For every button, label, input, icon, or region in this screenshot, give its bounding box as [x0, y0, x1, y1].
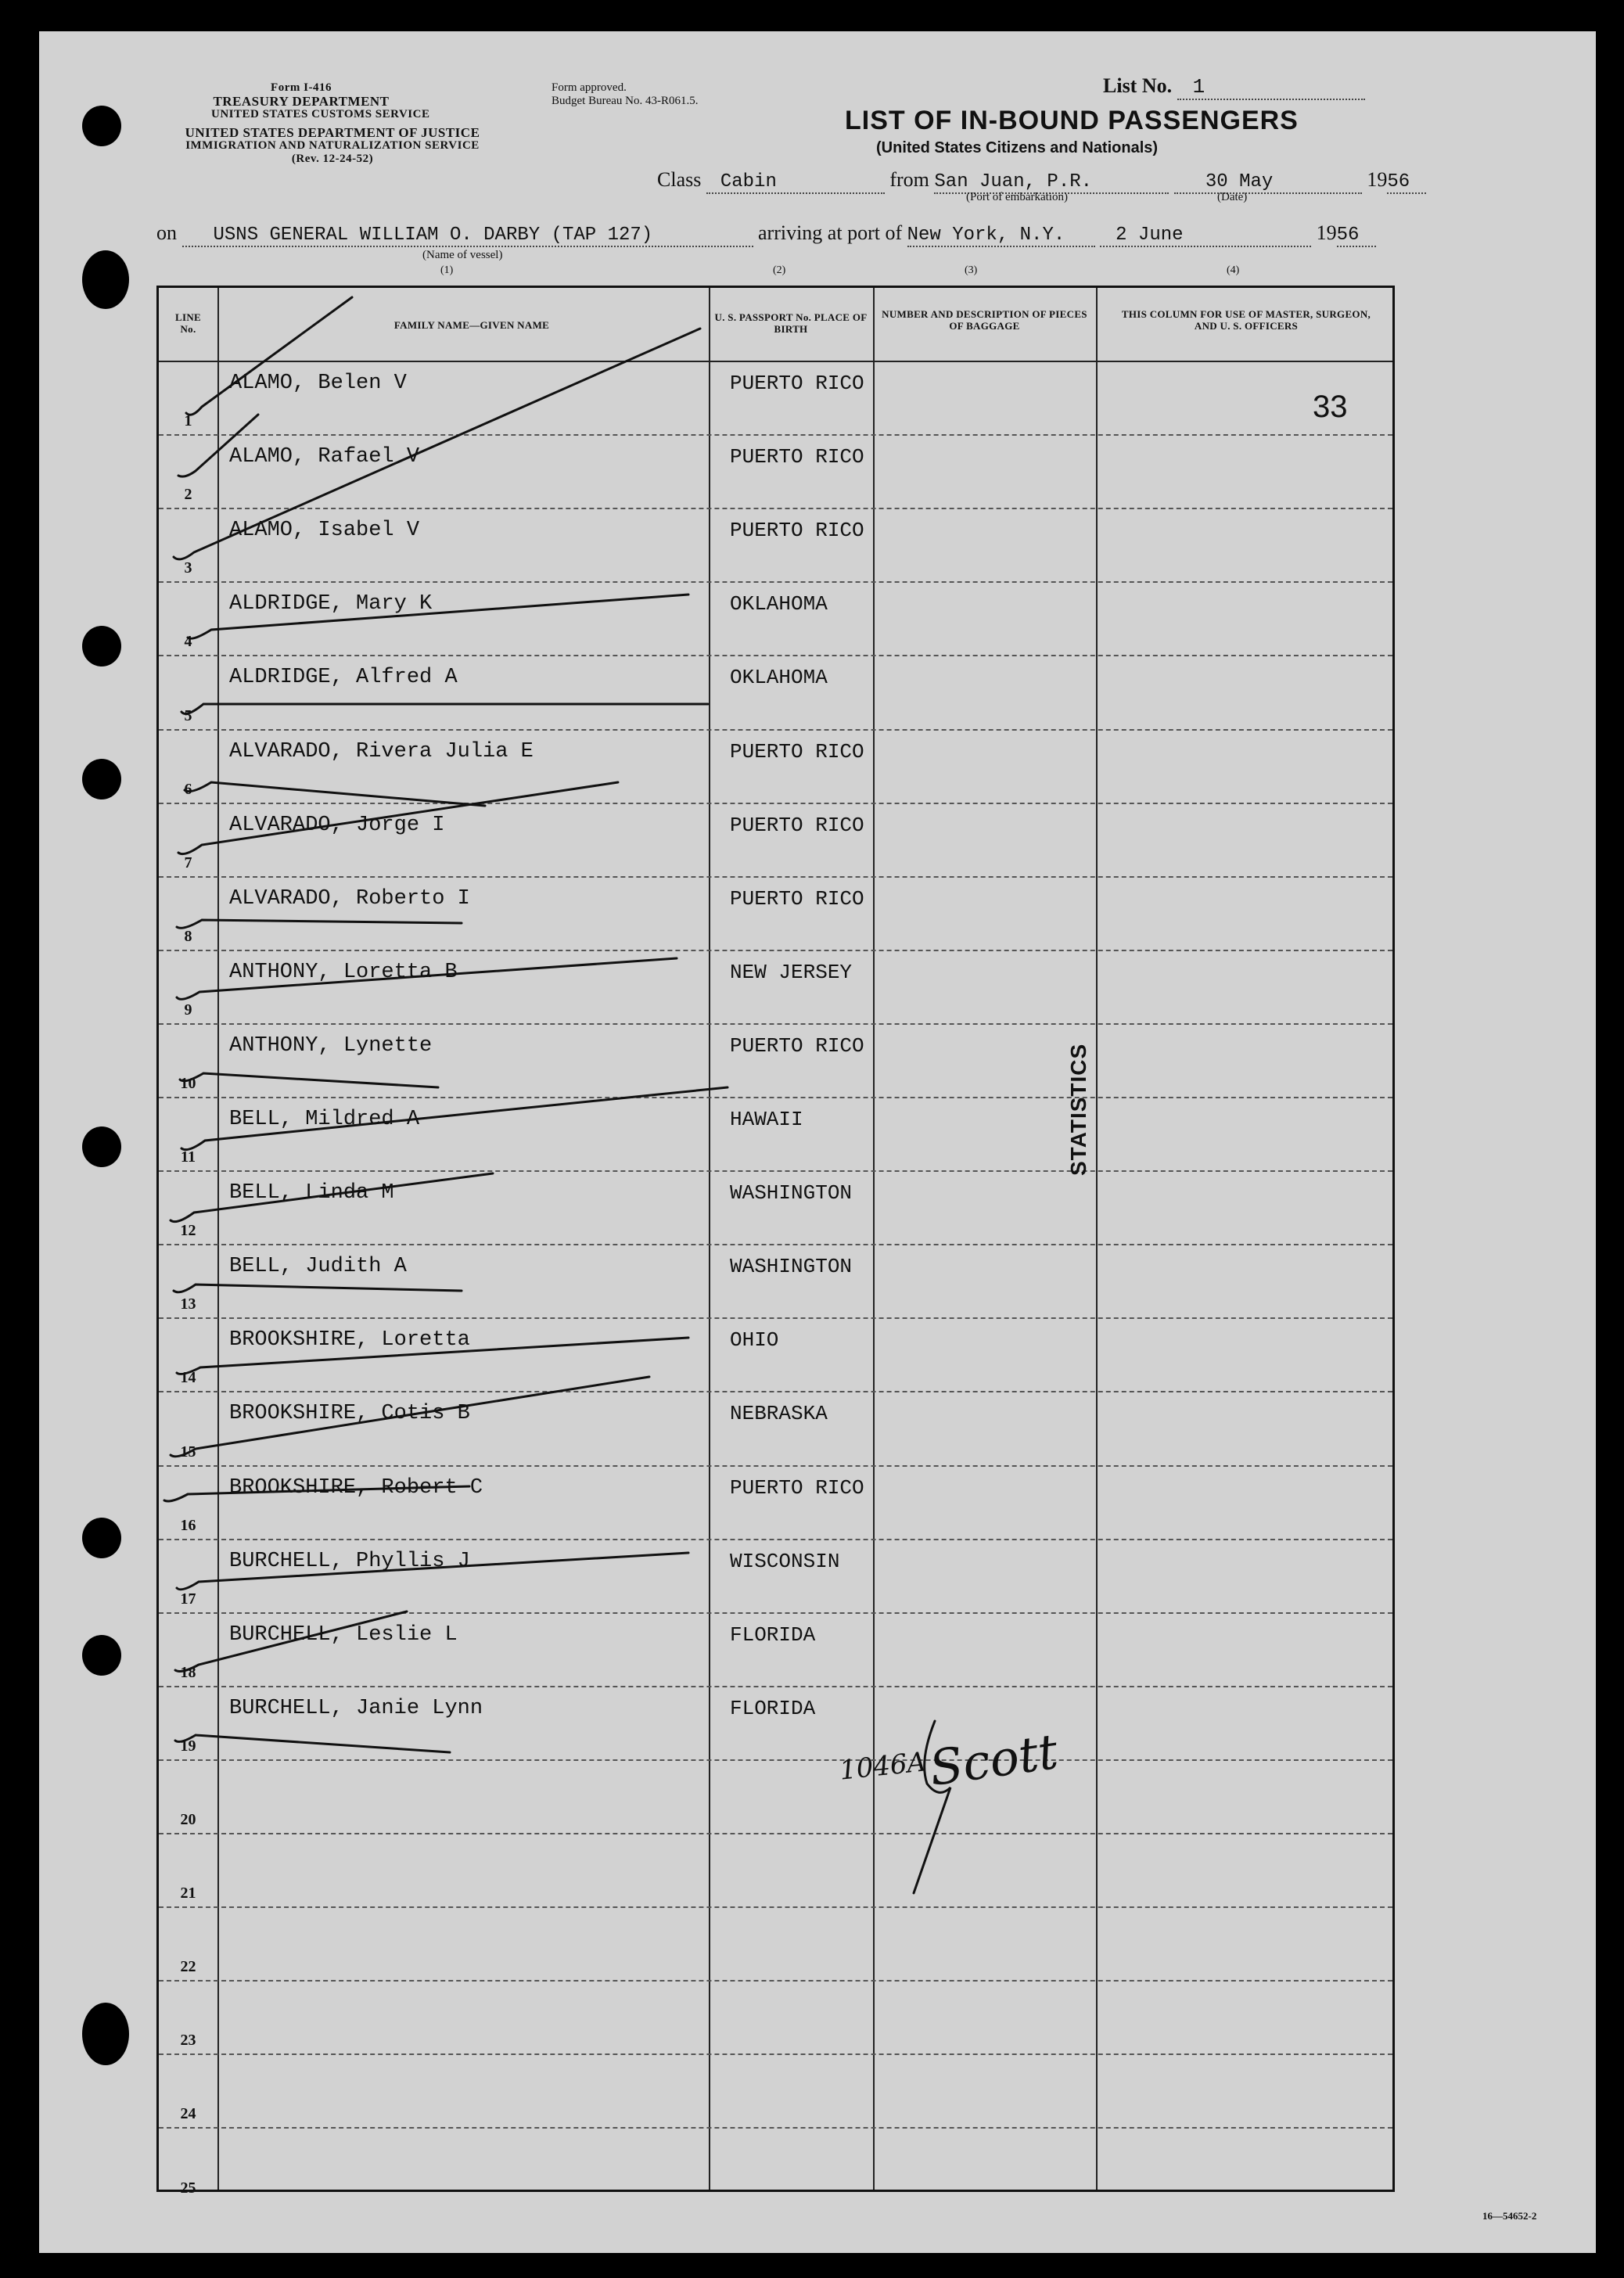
place-of-birth: PUERTO RICO [730, 813, 864, 837]
line-number: 17 [180, 1590, 196, 1608]
passenger-name: BROOKSHIRE, Robert C [229, 1475, 483, 1500]
passenger-name: ALVARADO, Jorge I [229, 813, 445, 837]
row-divider [159, 434, 1392, 436]
line-number: 6 [184, 780, 192, 798]
line-number: 21 [180, 1885, 196, 1903]
line-number: 20 [180, 1811, 196, 1828]
list-no-label: List No. [1103, 74, 1173, 97]
row-divider [159, 2127, 1392, 2129]
place-of-birth: FLORIDA [730, 1696, 816, 1720]
page-subtitle: (United States Citizens and Nationals) [876, 139, 1159, 156]
line-number: 11 [181, 1148, 196, 1166]
row-divider [159, 1759, 1392, 1761]
revision: (Rev. 12-24-52) [291, 153, 374, 165]
on-label: on [156, 221, 177, 244]
place-of-birth: PUERTO RICO [730, 372, 864, 395]
arrival-date: 2 June [1100, 225, 1311, 247]
passenger-name: BROOKSHIRE, Loretta [229, 1328, 470, 1353]
form-number: Form I-416 [271, 81, 332, 94]
place-of-birth: OHIO [730, 1328, 779, 1353]
line-number: 16 [180, 1516, 196, 1534]
year-value: 56 [1387, 171, 1426, 194]
place-of-birth: HAWAII [730, 1108, 803, 1131]
list-no [1103, 74, 1365, 100]
col-header-baggage: NUMBER AND DESCRIPTION OF PIECES OF BAGGAGE [882, 308, 1087, 332]
row-divider [159, 1317, 1392, 1319]
col-header-name: FAMILY NAME—GIVEN NAME [393, 319, 550, 331]
passenger-name: BELL, Mildred A [229, 1108, 420, 1131]
officer-signature: Scott [925, 1722, 1062, 1798]
passenger-name: ANTHONY, Loretta B [229, 960, 458, 984]
place-of-birth: WASHINGTON [730, 1255, 853, 1279]
row-divider [159, 581, 1392, 583]
line-number: 1 [184, 412, 192, 430]
binder-hole [82, 1635, 121, 1676]
place-of-birth: FLORIDA [730, 1622, 816, 1647]
line-number: 8 [184, 927, 192, 945]
passenger-name: BELL, Linda M [229, 1181, 394, 1205]
col-num-2: (2) [773, 264, 786, 276]
row-divider [159, 1980, 1392, 1982]
row-divider [159, 950, 1392, 951]
col-header-officers: THIS COLUMN FOR USE OF MASTER, SURGEON, AND U. S. OFFICERS [1121, 308, 1371, 332]
from-value: San Juan, P.R. [934, 171, 1169, 194]
row-divider [159, 1170, 1392, 1172]
line-number: 5 [184, 706, 192, 724]
line-number: 2 [184, 486, 192, 504]
row-divider [159, 1612, 1392, 1614]
col-num-1: (1) [440, 264, 454, 276]
class-label: Class [657, 168, 702, 191]
binder-hole [82, 2003, 129, 2065]
customs-service: UNITED STATES CUSTOMS SERVICE [211, 108, 430, 120]
statistics-stamp: STATISTICS [1066, 1043, 1090, 1176]
passenger-name: BURCHELL, Phyllis J [229, 1549, 470, 1573]
doj-block [149, 126, 516, 166]
approval-line: Form approved. [552, 81, 627, 94]
doj-name: UNITED STATES DEPARTMENT OF JUSTICE [185, 125, 480, 140]
list-no-value: 1 [1177, 75, 1365, 100]
place-of-birth: NEBRASKA [730, 1402, 828, 1426]
passenger-name: ALVARADO, Rivera Julia E [229, 739, 534, 764]
line-number: 12 [180, 1222, 196, 1240]
line-number: 18 [180, 1663, 196, 1681]
column-divider [709, 288, 710, 2190]
binder-hole [82, 759, 121, 799]
vessel-name: USNS GENERAL WILLIAM O. DARBY (TAP 127) [182, 225, 753, 247]
line-number: 7 [184, 853, 192, 871]
column-divider [217, 288, 219, 2190]
signature-code: 1046A [838, 1746, 928, 1787]
page-title: LIST OF IN-BOUND PASSENGERS [845, 106, 1299, 135]
col-num-3: (3) [965, 264, 978, 276]
vessel-caption: (Name of vessel) [422, 249, 503, 261]
row-divider [159, 876, 1392, 878]
line-number: 24 [180, 2105, 196, 2123]
arrival-year-prefix: 19 [1316, 221, 1337, 244]
vessel-line [156, 221, 1376, 247]
col-num-4: (4) [1227, 264, 1240, 276]
row-divider [159, 2053, 1392, 2055]
line-number: 25 [180, 2179, 196, 2197]
passenger-name: ALAMO, Rafael V [229, 445, 420, 469]
budget-bureau: Budget Bureau No. 43-R061.5. [552, 95, 699, 107]
place-of-birth: PUERTO RICO [730, 1033, 864, 1058]
binder-hole [82, 1126, 121, 1167]
passenger-name: BURCHELL, Janie Lynn [229, 1696, 483, 1720]
footer-form-number: 16—54652-2 [1482, 2210, 1537, 2222]
year-prefix: 19 [1367, 168, 1388, 191]
row-divider [159, 1539, 1392, 1540]
passenger-name: ALDRIDGE, Alfred A [229, 666, 458, 690]
row-divider [159, 1244, 1392, 1245]
line-number: 14 [180, 1369, 196, 1387]
binder-hole [82, 250, 129, 309]
place-of-birth: PUERTO RICO [730, 519, 864, 543]
line-number: 4 [184, 633, 192, 651]
date-caption: (Date) [1217, 191, 1248, 203]
row-divider [159, 1097, 1392, 1098]
binder-hole [82, 106, 121, 146]
place-of-birth: WASHINGTON [730, 1181, 853, 1205]
place-of-birth: OKLAHOMA [730, 666, 828, 690]
treasury-dept: TREASURY DEPARTMENT [213, 94, 390, 109]
row-divider [159, 803, 1392, 804]
row-divider [159, 655, 1392, 656]
row-divider [159, 1023, 1392, 1025]
place-of-birth: PUERTO RICO [730, 1475, 864, 1500]
row-divider [159, 1465, 1392, 1467]
row-divider [159, 1833, 1392, 1834]
place-of-birth: NEW JERSEY [730, 960, 853, 984]
line-number: 23 [180, 2032, 196, 2050]
header-divider [159, 361, 1392, 362]
form-id-block [211, 81, 430, 121]
line-number: 10 [180, 1075, 196, 1092]
passenger-name: ALVARADO, Roberto I [229, 886, 470, 911]
passenger-name: ALAMO, Belen V [229, 372, 407, 395]
line-number: 13 [180, 1295, 196, 1313]
passenger-name: ALAMO, Isabel V [229, 519, 420, 543]
place-of-birth: PUERTO RICO [730, 445, 864, 469]
binder-hole [82, 1518, 121, 1558]
row-divider [159, 1391, 1392, 1392]
approval-block [552, 81, 698, 108]
date-value: 30 May [1174, 171, 1362, 194]
page-count: 33 [1313, 390, 1348, 424]
row-divider [159, 508, 1392, 509]
row-divider [159, 1906, 1392, 1908]
row-divider [159, 1686, 1392, 1687]
passenger-name: ALDRIDGE, Mary K [229, 592, 433, 616]
passenger-name: ANTHONY, Lynette [229, 1033, 433, 1058]
arrival-port: New York, N.Y. [907, 225, 1095, 247]
col-header-line: LINE No. [175, 311, 201, 335]
binder-hole [82, 626, 121, 667]
column-divider [1096, 288, 1098, 2190]
passenger-name: BURCHELL, Leslie L [229, 1622, 458, 1647]
place-of-birth: WISCONSIN [730, 1549, 840, 1573]
column-divider [873, 288, 875, 2190]
passenger-name: BROOKSHIRE, Cotis B [229, 1402, 470, 1426]
line-number: 3 [184, 559, 192, 577]
from-label: from [889, 168, 929, 191]
arrival-year: 56 [1337, 225, 1376, 247]
row-divider [159, 729, 1392, 731]
place-of-birth: PUERTO RICO [730, 739, 864, 764]
port-caption: (Port of embarkation) [966, 191, 1068, 203]
col-header-passport: U. S. PASSPORT No. PLACE OF BIRTH [714, 311, 868, 335]
arriving-label: arriving at port of [758, 221, 903, 244]
line-number: 19 [180, 1737, 196, 1755]
class-value: Cabin [706, 171, 885, 194]
line-number: 15 [180, 1443, 196, 1461]
ins-name: IMMIGRATION AND NATURALIZATION SERVICE [185, 139, 480, 152]
place-of-birth: OKLAHOMA [730, 592, 828, 616]
line-number: 9 [184, 1001, 192, 1019]
line-number: 22 [180, 1958, 196, 1976]
passenger-name: BELL, Judith A [229, 1255, 407, 1279]
place-of-birth: PUERTO RICO [730, 886, 864, 911]
passenger-table [156, 286, 1395, 2197]
